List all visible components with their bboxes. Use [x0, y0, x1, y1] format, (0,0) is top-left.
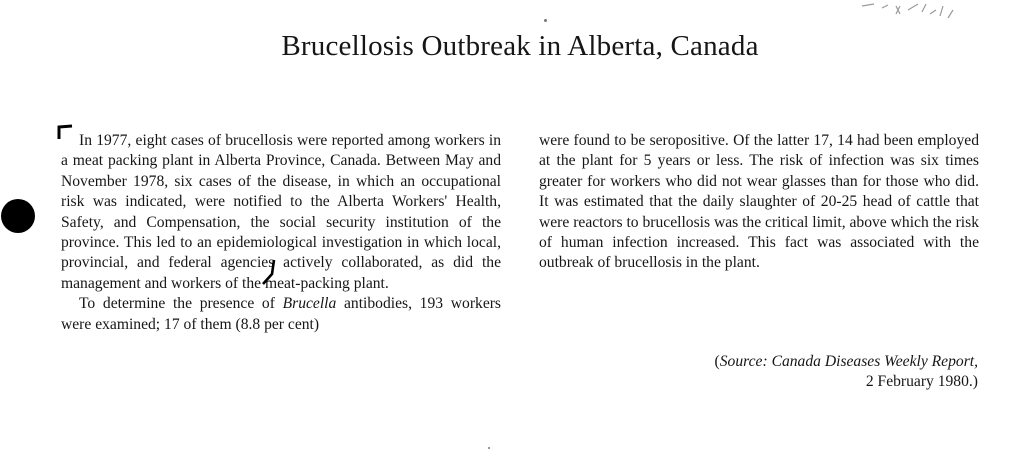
left-column — [61, 131, 501, 335]
paragraph-antibodies — [61, 294, 501, 335]
source-open-paren: ( — [714, 353, 720, 370]
source-publication: Source: Canada Diseases Weekly Report, — [719, 353, 978, 370]
paragraph-antibodies-prefix: To determine the presence of — [79, 295, 283, 313]
paragraph-antibodies-suffix: antibodies, 193 workers were examined; 17 of them (8.8 per cent) — [61, 295, 501, 333]
source-citation — [580, 352, 978, 393]
page-title: Brucellosis Outbreak in Alberta, Canada — [281, 30, 759, 62]
right-column — [539, 131, 979, 274]
dust-speck — [544, 19, 547, 22]
paragraph-intro: In 1977, eight cases of brucellosis were reported among workers in a meat packing plant in Alberta Province, Canada. Between May and November 1978, six cases of the disease, in which an occupational risk was indicated, were notified to the Alberta Workers' Health, Safety, and Compensation, the social security institution of the province. This led to an epidemiological investigation in which local, provincial, and federal agencies actively collaborated, as did the management and workers of the meat-packing plant. — [61, 132, 501, 292]
dust-speck — [488, 447, 490, 449]
brucella-italic: Brucella — [282, 295, 337, 313]
handwritten-bracket-mark — [260, 258, 280, 288]
punch-hole — [1, 199, 35, 233]
source-date: 2 February 1980.) — [865, 373, 978, 391]
paragraph-seropositive: were found to be seropositive. Of the latter 17, 14 had been employed at the plant for 5 years or less. The risk of infection was six times greater for workers who did not wear glasses than for those who did. It was estimated that the daily slaughter of 20-25 head of cattle that were reactors to brucellosis was the critical limit, above which the risk of human infection increased. This fact was associated with the outbreak of brucellosis in the plant. — [539, 132, 979, 272]
faint-stamp-mark — [852, 0, 962, 32]
